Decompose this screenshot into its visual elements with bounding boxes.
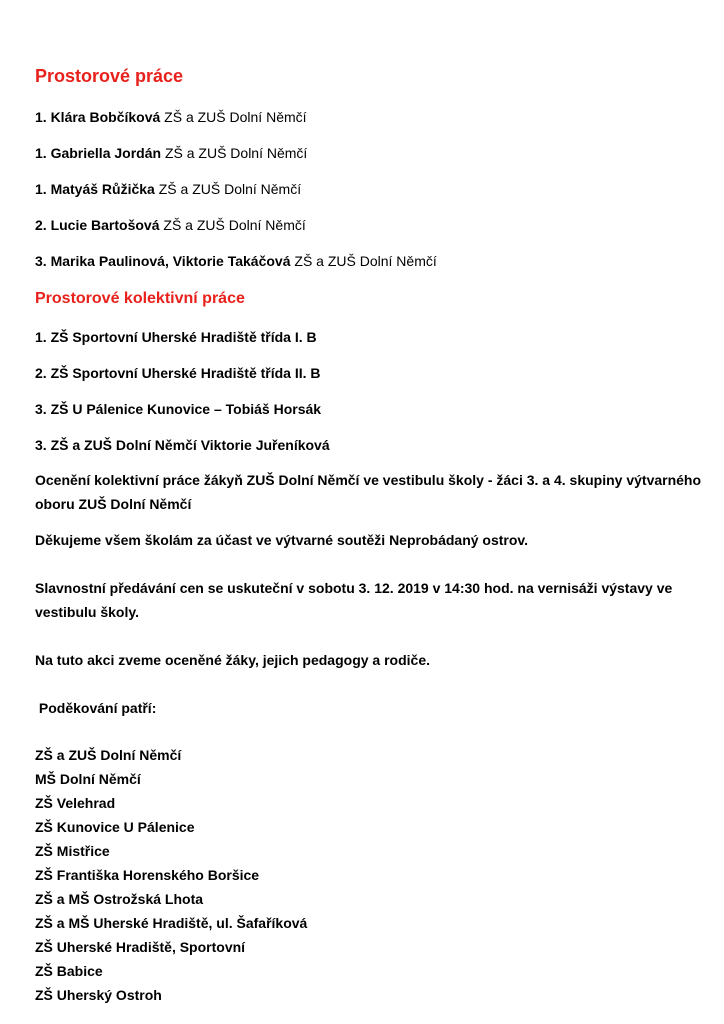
thanks-list-item: ZŠ a MŠ Ostrožská Lhota: [35, 891, 204, 907]
thanks-schools-note: Děkujeme všem školám za účast ve výtvarné soutěži Neprobádaný ostrov.: [35, 532, 529, 548]
collective-award-note: Ocenění kolektivní práce žákyň ZUŠ Dolní Němčí ve vestibulu školy - žáci 3. a 4. skupiny výtvarného oboru ZUŠ Dolní Němčí: [35, 472, 702, 512]
collective-award-entry: 1. ZŠ Sportovní Uherské Hradiště třída I. B: [35, 329, 317, 345]
thanks-list-item: ZŠ Velehrad: [35, 795, 116, 811]
thanks-list-item: MŠ Dolní Němčí: [35, 771, 141, 787]
thanks-list-item: ZŠ a MŠ Uherské Hradiště, ul. Šafaříková: [35, 915, 308, 931]
thanks-list-item: ZŠ a ZUŠ Dolní Němčí: [35, 747, 182, 763]
section-heading-collective-works: Prostorové kolektivní práce: [35, 290, 245, 307]
collective-award-entry: 3. ZŠ U Pálenice Kunovice – Tobiáš Horsák: [35, 401, 322, 417]
collective-award-entry: 2. ZŠ Sportovní Uherské Hradiště třída II. B: [35, 365, 321, 381]
award-entry-school: ZŠ a ZUŠ Dolní Němčí: [160, 109, 307, 125]
thanks-list-item: ZŠ Mistřice: [35, 843, 110, 859]
award-entry: [35, 180, 301, 198]
award-entry-school: ZŠ a ZUŠ Dolní Němčí: [161, 145, 308, 161]
invitation-note: Na tuto akci zveme oceněné žáky, jejich pedagogy a rodiče.: [35, 652, 430, 668]
thanks-list-item: ZŠ Uherské Hradiště, Sportovní: [35, 939, 246, 955]
award-entry-name: 1. Klára Bobčíková: [35, 109, 161, 125]
award-entry: [35, 144, 307, 162]
thanks-list-item: ZŠ Františka Horenského Boršice: [35, 867, 260, 883]
award-entry: [35, 108, 307, 126]
award-entry-school: ZŠ a ZUŠ Dolní Němčí: [290, 253, 437, 269]
award-entry: [35, 216, 306, 234]
thanks-list-item: ZŠ Kunovice U Pálenice: [35, 819, 195, 835]
ceremony-announcement: Slavnostní předávání cen se uskuteční v sobotu 3. 12. 2019 v 14:30 hod. na vernisáži výstavy ve vestibulu školy.: [35, 580, 673, 620]
collective-award-entry: 3. ZŠ a ZUŠ Dolní Němčí Viktorie Juřeníková: [35, 437, 330, 453]
thanks-list-item: ZŠ Uherský Ostroh: [35, 987, 162, 1003]
award-entry-name: 3. Marika Paulinová, Viktorie Takáčová: [35, 253, 291, 269]
award-entry-name: 2. Lucie Bartošová: [35, 217, 160, 233]
thanks-list-item: ZŠ Babice: [35, 963, 103, 979]
award-entry-name: 1. Matyáš Růžička: [35, 181, 155, 197]
award-entry-school: ZŠ a ZUŠ Dolní Němčí: [154, 181, 302, 197]
award-entry-school: ZŠ a ZUŠ Dolní Němčí: [159, 217, 306, 233]
thanks-heading: Poděkování patří:: [35, 700, 157, 716]
award-entry: [35, 252, 437, 270]
award-entry-name: 1. Gabriella Jordán: [35, 145, 162, 161]
section-heading-spatial-works: Prostorové práce: [35, 66, 184, 86]
